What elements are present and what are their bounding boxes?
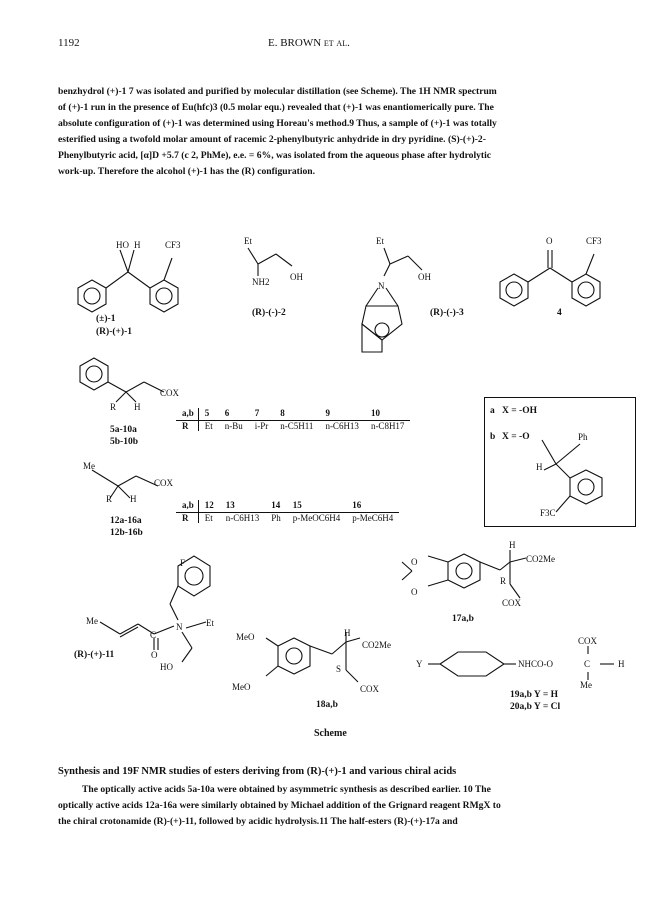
- table-key: a,b: [176, 500, 198, 513]
- f3c-label: F3C: [540, 508, 556, 518]
- nitrogen-label: N: [176, 622, 183, 632]
- hydroxyl-label: HO: [116, 240, 129, 250]
- compound-2-label: (R)-(-)-2: [252, 308, 286, 318]
- cox-label: COX: [502, 598, 522, 608]
- compound-1-label: (±)-1: [96, 314, 116, 324]
- table-cell: Et: [204, 513, 213, 523]
- co2me-label: CO2Me: [362, 640, 391, 650]
- hydrogen-label: H: [618, 659, 625, 669]
- cf3-label: CF3: [165, 240, 181, 250]
- compound-20-label: 20a,b Y = Cl: [510, 702, 561, 712]
- x-option-text: X = -OH: [502, 406, 537, 416]
- table-cell: 9: [319, 408, 365, 421]
- table-cell: 14: [265, 500, 287, 513]
- methyl-label: Me: [580, 680, 592, 690]
- stereo-s-label: S: [336, 664, 342, 674]
- cox-label: COX: [160, 388, 180, 398]
- compound-11-label: (R)-(+)-11: [74, 650, 115, 660]
- table-cell: n-Bu: [224, 421, 243, 431]
- table-key: R: [176, 421, 198, 432]
- intro-line: work-up. Therefore the alcohol (+)-1 has the (R) configuration.: [58, 166, 316, 177]
- table-key: R: [176, 513, 198, 524]
- hydrogen-label: H: [344, 628, 351, 638]
- compound-12-16-label: 12b-16b: [110, 528, 143, 538]
- compound-4-structure: [486, 232, 626, 312]
- body-line: optically active acids 12a-16a were similarly obtained by Michael addition of the Grignard reagent RMgX to: [58, 800, 501, 811]
- table-cell: 8: [274, 408, 319, 421]
- table-cell: 7: [249, 408, 275, 421]
- oxygen-label: O: [151, 650, 158, 660]
- body-paragraph: [58, 782, 614, 830]
- ethyl-label: Et: [206, 618, 214, 628]
- r-group-label: R: [106, 494, 113, 504]
- section-heading: Synthesis and 19F NMR studies of esters deriving from (R)-(+)-1 and various chiral acids: [58, 766, 457, 777]
- y-substituent-label: Y: [416, 659, 423, 669]
- hydroxyl-label: HO: [160, 662, 173, 672]
- co2me-label: CO2Me: [526, 554, 555, 564]
- oxygen-label: O: [411, 587, 418, 597]
- running-title: E. BROWN et al.: [268, 37, 350, 49]
- compound-5-10-label: 5b-10b: [110, 437, 138, 447]
- table-cell: n-C6H13: [225, 513, 260, 523]
- intro-line: benzhydrol (+)-1 7 was isolated and purified by molecular distillation (see Scheme). The 1H NMR spectrum: [58, 86, 497, 97]
- ethyl-label: Et: [244, 236, 252, 246]
- hydroxyl-label: OH: [290, 272, 303, 282]
- r-group-table-5-10: [176, 408, 410, 431]
- methoxy-label: MeO: [236, 632, 255, 642]
- compound-19-label: 19a,b Y = H: [510, 690, 558, 700]
- cox-label: COX: [154, 478, 174, 488]
- hydrogen-label: H: [134, 402, 141, 412]
- table-cell: Ph: [271, 513, 281, 523]
- table-cell: 13: [220, 500, 266, 513]
- x-option-key: a: [490, 406, 495, 416]
- table-cell: p-MeOC6H4: [292, 513, 341, 523]
- table-cell: 10: [365, 408, 411, 421]
- r-group-label: R: [110, 402, 117, 412]
- hydrogen-label: H: [509, 540, 516, 550]
- compound-1-label: (R)-(+)-1: [96, 327, 133, 337]
- table-cell: n-C5H11: [280, 421, 314, 431]
- table-cell: p-MeC6H4: [352, 513, 394, 523]
- compound-4-label: 4: [557, 308, 562, 318]
- body-line: the chiral crotonamide (R)-(+)-11, followed by acidic hydrolysis.11 The half-esters (R)-(+)-17a and: [58, 816, 458, 827]
- x-option-key: b: [490, 432, 496, 442]
- r-group-label: R: [500, 576, 507, 586]
- amino-label: NH2: [252, 277, 270, 287]
- compound-18-label: 18a,b: [316, 700, 338, 710]
- table-key: a,b: [176, 408, 198, 421]
- table-cell: 5: [198, 408, 219, 421]
- phenyl-label: Ph: [578, 432, 588, 442]
- methoxy-label: MeO: [232, 682, 251, 692]
- x-option-text: X = -O: [502, 432, 530, 442]
- cf3-label: CF3: [586, 236, 602, 246]
- fluorine-label: F: [180, 558, 186, 568]
- scheme-caption: Scheme: [314, 728, 347, 739]
- cox-label: COX: [360, 684, 380, 694]
- hydrogen-label: H: [134, 240, 141, 250]
- carbamate-label: NHCO-O: [518, 659, 553, 669]
- hydrogen-label: H: [536, 462, 543, 472]
- methyl-label: Me: [83, 461, 95, 471]
- table-cell: 16: [346, 500, 399, 513]
- compound-18-structure: [248, 620, 398, 710]
- hydroxyl-label: OH: [418, 272, 431, 282]
- table-cell: 12: [198, 500, 220, 513]
- table-cell: n-C6H13: [325, 421, 359, 431]
- intro-line: absolute configuration of (+)-1 was determined using Horeau's method.9 Thus, a sample of (+)-1 was totally: [58, 118, 497, 129]
- table-cell: Et: [204, 421, 213, 431]
- intro-line: Phenylbutyric acid, [α]D +5.7 (c 2, PhMe), e.e. = 6%, was isolated from the aqueous phase after hydrolytic: [58, 150, 492, 161]
- cox-label: COX: [578, 636, 598, 646]
- compound-5-10-label: 5a-10a: [110, 425, 137, 435]
- intro-line: of (+)-1 run in the presence of Eu(hfc)3 (0.5 molar equ.) revealed that (+)-1 was enantiomerically pure. The: [58, 102, 494, 113]
- r-group-table-12-16: [176, 500, 399, 523]
- nitrogen-label: N: [378, 281, 385, 291]
- carbon-label: C: [150, 630, 157, 640]
- table-cell: i-Pr: [254, 421, 269, 431]
- carbon-label: C: [584, 659, 591, 669]
- compound-3-label: (R)-(-)-3: [430, 308, 464, 318]
- table-cell: 6: [219, 408, 249, 421]
- table-cell: 15: [287, 500, 347, 513]
- compound-17-label: 17a,b: [452, 614, 474, 624]
- oxygen-label: O: [411, 557, 418, 567]
- intro-line: esterified using a twofold molar amount of racemic 2-phenylbutyric anhydride in dry pyridine. (S)-(+)-2-: [58, 134, 486, 145]
- ethyl-label: Et: [376, 236, 384, 246]
- body-line: The optically active acids 5a-10a were obtained by asymmetric synthesis as described earlier. 10 The: [82, 784, 491, 795]
- oxygen-label: O: [546, 236, 553, 246]
- table-cell: n-C8H17: [370, 421, 405, 431]
- compound-5-10-structure: [72, 344, 182, 416]
- compound-3-structure: [350, 236, 440, 356]
- compound-12-16-label: 12a-16a: [110, 516, 142, 526]
- page-number: 1192: [58, 37, 80, 49]
- hydrogen-label: H: [130, 494, 137, 504]
- methyl-label: Me: [86, 616, 98, 626]
